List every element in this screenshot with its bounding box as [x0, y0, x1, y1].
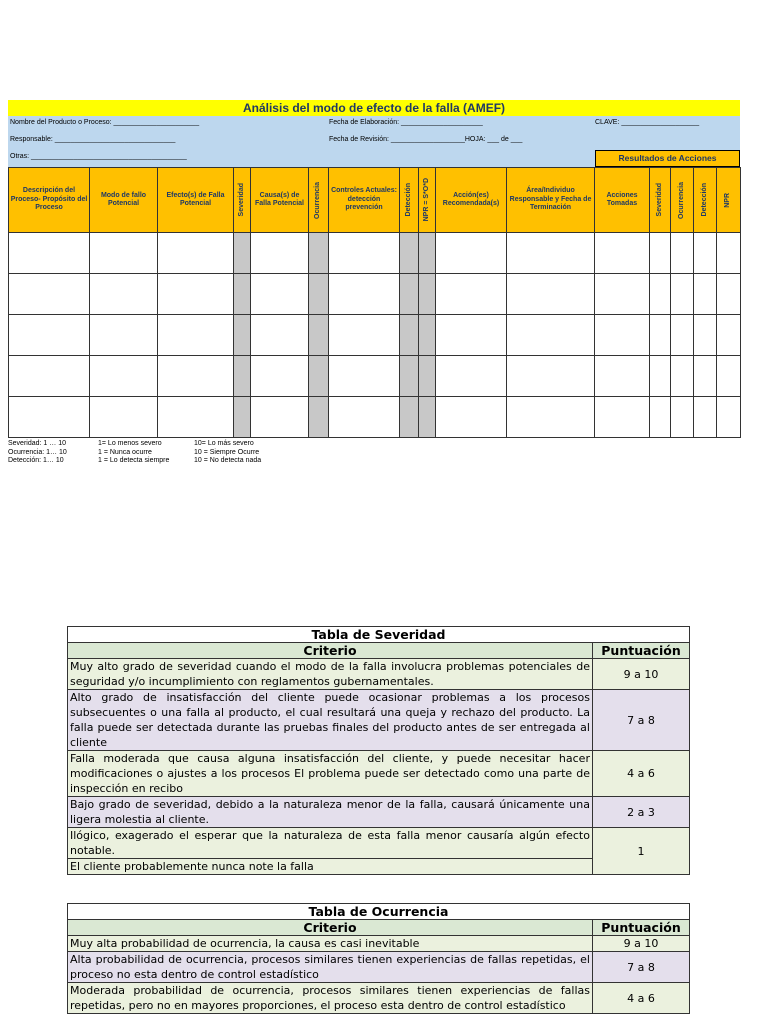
- legend-text: 10= Lo más severo: [194, 440, 254, 447]
- legend-text: Detección: 1… 10: [8, 457, 64, 464]
- legend-text: 10 = No detecta nada: [194, 457, 262, 464]
- amef-entry-cell[interactable]: [400, 315, 419, 356]
- amef-entry-row: [9, 356, 741, 397]
- amef-entry-row: [9, 233, 741, 274]
- criterio-cell: Muy alto grado de severidad cuando el modo de la falla involucra problemas potenciales de seguridad y/o incumplimiento con reglamentos gubernamentales.: [68, 659, 593, 690]
- amef-entry-cell[interactable]: [9, 274, 90, 315]
- col-controles: Controles Actuales: detección prevención: [329, 168, 400, 233]
- occurrence-table: [67, 903, 690, 1014]
- amef-form: [8, 100, 740, 466]
- puntuacion-cell: 9 a 10: [592, 659, 689, 690]
- field-responsable[interactable]: Responsable: _______________________________: [10, 136, 176, 143]
- amef-entry-cell[interactable]: [90, 397, 158, 438]
- amef-entry-cell[interactable]: [419, 356, 436, 397]
- puntuacion-cell: 9 a 10: [592, 936, 689, 952]
- table-title: Tabla de Ocurrencia: [68, 904, 690, 920]
- amef-entry-cell[interactable]: [595, 356, 650, 397]
- criterio-cell: Alta probabilidad de ocurrencia, procesos similares tienen experiencias de fallas repetidas, el proceso no esta dentro de control estadístico: [68, 952, 593, 983]
- legend-text: Ocurrencia: 1… 10: [8, 448, 67, 456]
- amef-entry-cell[interactable]: [329, 356, 400, 397]
- amef-entry-cell[interactable]: [650, 315, 671, 356]
- legend-text: 10 = Siempre Ocurre: [194, 448, 260, 456]
- amef-entry-cell[interactable]: [234, 356, 251, 397]
- amef-entry-cell[interactable]: [650, 274, 671, 315]
- amef-entry-cell[interactable]: [507, 274, 595, 315]
- amef-entry-cell[interactable]: [436, 397, 507, 438]
- rating-legend: [8, 440, 740, 466]
- amef-title: Análisis del modo de efecto de la falla (AMEF): [8, 100, 740, 116]
- amef-entry-row: [9, 315, 741, 356]
- amef-entry-cell[interactable]: [650, 233, 671, 274]
- col-accion-recomendada: Acción(es) Recomendada(s): [436, 168, 507, 233]
- col-header-puntuacion: Puntuación: [592, 643, 689, 659]
- amef-entry-cell[interactable]: [251, 397, 309, 438]
- amef-entry-cell[interactable]: [507, 397, 595, 438]
- amef-entry-cell[interactable]: [595, 233, 650, 274]
- amef-entry-cell[interactable]: [436, 356, 507, 397]
- amef-entry-cell[interactable]: [9, 315, 90, 356]
- legend-text: Severidad: 1 … 10: [8, 440, 66, 447]
- amef-entry-cell[interactable]: [90, 274, 158, 315]
- criterio-cell: Moderada probabilidad de ocurrencia, procesos similares tienen experiencias de fallas repetidas, pero no en mayores proporciones, el proceso esta dentro de control estadístico: [68, 983, 593, 1014]
- puntuacion-cell: 1: [592, 828, 689, 875]
- col-header-puntuacion: Puntuación: [592, 920, 689, 936]
- amef-entry-cell[interactable]: [650, 356, 671, 397]
- amef-table: [8, 167, 741, 438]
- field-otras[interactable]: Otras: ________________________________________: [10, 153, 187, 160]
- amef-entry-cell[interactable]: [717, 233, 741, 274]
- criterio-cell: El cliente probablemente nunca note la falla: [68, 859, 593, 875]
- amef-entry-cell[interactable]: [671, 315, 694, 356]
- amef-entry-cell[interactable]: [9, 233, 90, 274]
- severity-table: [67, 626, 690, 875]
- col-result-ocurrencia: Ocurrencia: [671, 168, 694, 233]
- amef-entry-cell[interactable]: [436, 315, 507, 356]
- amef-entry-cell[interactable]: [309, 274, 329, 315]
- col-ocurrencia: Ocurrencia: [309, 168, 329, 233]
- amef-entry-cell[interactable]: [671, 356, 694, 397]
- amef-entry-cell[interactable]: [234, 274, 251, 315]
- table-row: [68, 659, 690, 690]
- col-acciones-tomadas: Acciones Tomadas: [595, 168, 650, 233]
- puntuacion-cell: 2 a 3: [592, 797, 689, 828]
- amef-entry-cell[interactable]: [507, 233, 595, 274]
- amef-entry-cell[interactable]: [595, 397, 650, 438]
- amef-entry-cell[interactable]: [650, 397, 671, 438]
- amef-entry-cell[interactable]: [400, 274, 419, 315]
- table-row: [68, 797, 690, 828]
- col-result-deteccion: Detección: [694, 168, 717, 233]
- amef-entry-cell[interactable]: [234, 233, 251, 274]
- amef-entry-cell[interactable]: [436, 233, 507, 274]
- amef-entry-cell[interactable]: [717, 274, 741, 315]
- legend-text: 1 = Lo detecta siempre: [98, 457, 170, 464]
- amef-entry-cell[interactable]: [595, 274, 650, 315]
- criterio-cell: Muy alta probabilidad de ocurrencia, la causa es casi inevitable: [68, 936, 593, 952]
- col-result-npr: NPR: [717, 168, 741, 233]
- legend-text: 1 = Nunca ocurre: [98, 448, 152, 456]
- field-producto[interactable]: Nombre del Producto o Proceso: ______________________: [10, 119, 200, 126]
- amef-entry-cell[interactable]: [694, 274, 717, 315]
- amef-entry-cell[interactable]: [251, 356, 309, 397]
- col-descripcion: Descripción del Proceso- Propósito del Proceso: [9, 168, 90, 233]
- amef-entry-cell[interactable]: [251, 315, 309, 356]
- amef-entry-cell[interactable]: [329, 274, 400, 315]
- amef-entry-cell[interactable]: [671, 397, 694, 438]
- amef-entry-cell[interactable]: [329, 397, 400, 438]
- col-header-criterio: Criterio: [68, 643, 593, 659]
- amef-entry-cell[interactable]: [400, 397, 419, 438]
- col-result-severidad: Severidad: [650, 168, 671, 233]
- table-row: [68, 936, 690, 952]
- amef-entry-cell[interactable]: [419, 315, 436, 356]
- amef-info-block: [8, 116, 740, 167]
- amef-entry-cell[interactable]: [329, 315, 400, 356]
- amef-entry-cell[interactable]: [90, 356, 158, 397]
- field-fecha-revision[interactable]: Fecha de Revisión: ___________________HOJA: ___ de ___: [329, 136, 523, 143]
- amef-entry-row: [9, 274, 741, 315]
- col-efectos: Efecto(s) de Falla Potencial: [158, 168, 234, 233]
- puntuacion-cell: 4 a 6: [592, 751, 689, 797]
- criterio-cell: Bajo grado de severidad, debido a la naturaleza menor de la falla, causará únicamente una ligera molestia al cliente.: [68, 797, 593, 828]
- amef-entry-cell[interactable]: [9, 356, 90, 397]
- amef-entry-cell[interactable]: [400, 356, 419, 397]
- puntuacion-cell: 7 a 8: [592, 690, 689, 751]
- col-area-responsable: Área/Individuo Responsable y Fecha de Terminación: [507, 168, 595, 233]
- amef-entry-cell[interactable]: [419, 274, 436, 315]
- amef-entry-cell[interactable]: [9, 397, 90, 438]
- amef-entry-cell[interactable]: [717, 356, 741, 397]
- results-banner: Resultados de Acciones: [595, 150, 740, 167]
- col-npr-formula: NPR = S*O*D: [419, 168, 436, 233]
- amef-entry-cell[interactable]: [436, 274, 507, 315]
- criterio-cell: Ilógico, exagerado el esperar que la naturaleza de esta falla menor causaría algún efecto notable.: [68, 828, 593, 859]
- table-row: [68, 690, 690, 751]
- amef-entry-cell[interactable]: [717, 397, 741, 438]
- amef-entry-cell[interactable]: [507, 356, 595, 397]
- amef-entry-cell[interactable]: [507, 315, 595, 356]
- amef-entry-cell[interactable]: [671, 274, 694, 315]
- table-row: [68, 751, 690, 797]
- col-severidad: Severidad: [234, 168, 251, 233]
- criterio-cell: Alto grado de insatisfacción del cliente puede ocasionar problemas a los procesos subsecuentes o una falla al producto, el cual resultará una queja y rechazo del producto. La falla puede ser detectada durante las pruebas finales del producto antes de ser entregada al cliente: [68, 690, 593, 751]
- amef-entry-cell[interactable]: [671, 233, 694, 274]
- table-title: Tabla de Severidad: [68, 627, 690, 643]
- amef-entry-cell[interactable]: [158, 274, 234, 315]
- table-row: [68, 983, 690, 1014]
- amef-entry-cell[interactable]: [694, 315, 717, 356]
- field-clave[interactable]: CLAVE: ____________________: [595, 119, 700, 126]
- puntuacion-cell: 4 a 6: [592, 983, 689, 1014]
- amef-entry-cell[interactable]: [329, 233, 400, 274]
- amef-entry-cell[interactable]: [309, 356, 329, 397]
- legend-text: 1= Lo menos severo: [98, 440, 162, 447]
- amef-entry-cell[interactable]: [90, 233, 158, 274]
- table-row: [68, 952, 690, 983]
- puntuacion-cell: 7 a 8: [592, 952, 689, 983]
- col-deteccion: Detección: [400, 168, 419, 233]
- table-row: [68, 828, 690, 859]
- amef-entry-cell[interactable]: [419, 233, 436, 274]
- amef-entry-cell[interactable]: [158, 397, 234, 438]
- amef-entry-cell[interactable]: [158, 233, 234, 274]
- amef-entry-cell[interactable]: [694, 397, 717, 438]
- amef-entry-cell[interactable]: [309, 233, 329, 274]
- amef-entry-cell[interactable]: [419, 397, 436, 438]
- col-causas: Causa(s) de Falla Potencial: [251, 168, 309, 233]
- col-modo-fallo: Modo de fallo Potencial: [90, 168, 158, 233]
- amef-entry-row: [9, 397, 741, 438]
- amef-entry-cell[interactable]: [251, 274, 309, 315]
- amef-entry-cell[interactable]: [158, 315, 234, 356]
- amef-entry-cell[interactable]: [309, 315, 329, 356]
- amef-entry-cell[interactable]: [251, 233, 309, 274]
- amef-entry-cell[interactable]: [309, 397, 329, 438]
- amef-entry-cell[interactable]: [694, 233, 717, 274]
- amef-entry-cell[interactable]: [400, 233, 419, 274]
- amef-entry-cell[interactable]: [158, 356, 234, 397]
- amef-entry-cell[interactable]: [234, 315, 251, 356]
- amef-entry-cell[interactable]: [595, 315, 650, 356]
- col-header-criterio: Criterio: [68, 920, 593, 936]
- amef-entry-cell[interactable]: [694, 356, 717, 397]
- field-fecha-elaboracion[interactable]: Fecha de Elaboración: _____________________: [329, 119, 483, 126]
- amef-entry-cell[interactable]: [234, 397, 251, 438]
- amef-entry-cell[interactable]: [717, 315, 741, 356]
- criterio-cell: Falla moderada que causa alguna insatisfacción del cliente, y puede necesitar hacer modificaciones o ajustes a los procesos El problema puede ser detectado como una parte de inspección en recibo: [68, 751, 593, 797]
- amef-entry-cell[interactable]: [90, 315, 158, 356]
